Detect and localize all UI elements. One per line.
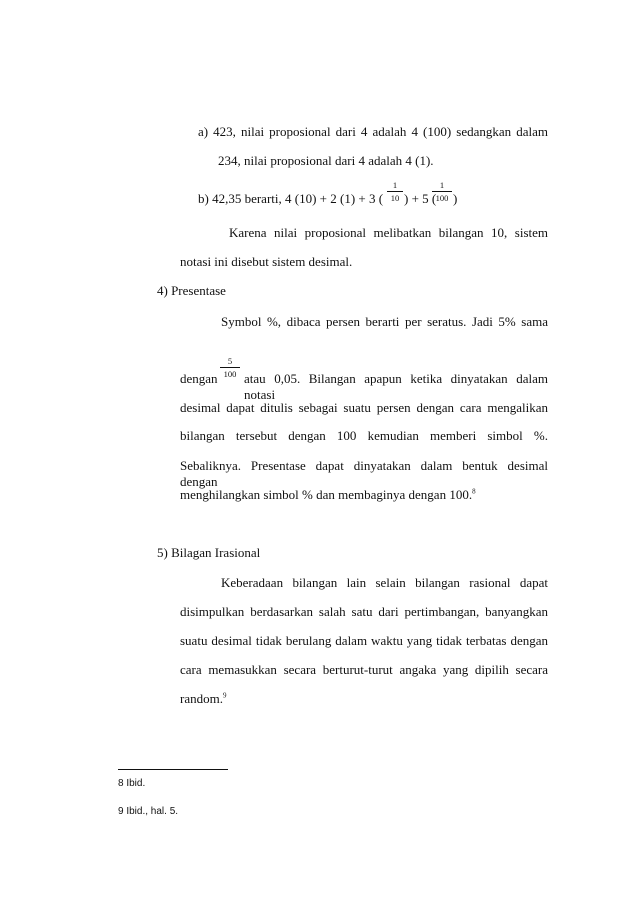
fraction-denominator: 100 <box>223 369 237 379</box>
section4-line2-pre: dengan <box>180 371 218 386</box>
item-a-line2: 234, nilai proposional dari 4 adalah 4 (1). <box>218 153 434 168</box>
section5-line3: suatu desimal tidak berulang dalam waktu yang tidak terbatas dengan <box>180 633 548 648</box>
desimal-line1: Karena nilai proposional melibatkan bilangan 10, sistem <box>229 225 548 240</box>
fraction-numerator: 1 <box>392 180 398 190</box>
section4-line1: Symbol %, dibaca persen berarti per seratus. Jadi 5% sama <box>221 314 548 329</box>
section4-line2-post: atau 0,05. Bilangan apapun ketika dinyatakan dalam notasi <box>244 371 548 402</box>
item-b-text-start: b) 42,35 berarti, 4 (10) + 2 (1) + 3 ( <box>198 191 384 206</box>
footnote-ref-8[interactable]: 8 <box>472 487 476 496</box>
section4-line3: desimal dapat ditulis sebagai suatu persen dengan cara mengalikan <box>180 400 548 415</box>
footnote-9: 9 Ibid., hal. 5. <box>118 806 179 817</box>
footnote-8: 8 Ibid. <box>118 778 146 789</box>
section5-line2: disimpulkan berdasarkan salah satu dari pertimbangan, banyangkan <box>180 604 548 619</box>
fraction-numerator: 5 <box>227 356 233 366</box>
fraction-denominator: 10 <box>390 193 400 203</box>
section5-line5 <box>180 691 226 707</box>
section4-line6 <box>180 487 476 503</box>
section5-line5-text: random. <box>180 691 223 706</box>
item-b-text-end: ) <box>453 191 458 206</box>
footnote-separator <box>118 769 228 770</box>
item-b-text-mid: ) + 5 ( <box>404 191 437 206</box>
section4-line5: Sebaliknya. Presentase dapat dinyatakan dalam bentuk desimal dengan <box>180 458 548 489</box>
desimal-line2: notasi ini disebut sistem desimal. <box>180 254 353 269</box>
section4-heading: 4) Presentase <box>157 283 226 298</box>
section5-heading: 5) Bilagan Irasional <box>157 545 261 560</box>
section5-line1: Keberadaan bilangan lain selain bilangan rasional dapat <box>221 575 548 590</box>
section5-line4: cara memasukkan secara berturut-turut angaka yang dipilih secara <box>180 662 548 677</box>
fraction-denominator: 100 <box>435 193 449 203</box>
fraction-bar <box>387 191 403 192</box>
fraction-bar <box>220 367 240 368</box>
fraction-numerator: 1 <box>439 180 445 190</box>
section4-line6-text: menghilangkan simbol % dan membaginya dengan 100. <box>180 487 473 502</box>
footnote-ref-9[interactable]: 9 <box>222 691 227 700</box>
section4-line4: bilangan tersebut dengan 100 kemudian memberi simbol %. <box>180 428 548 443</box>
item-a-line1: a) 423, nilai proposional dari 4 adalah 4 (100) sedangkan dalam <box>198 124 548 139</box>
